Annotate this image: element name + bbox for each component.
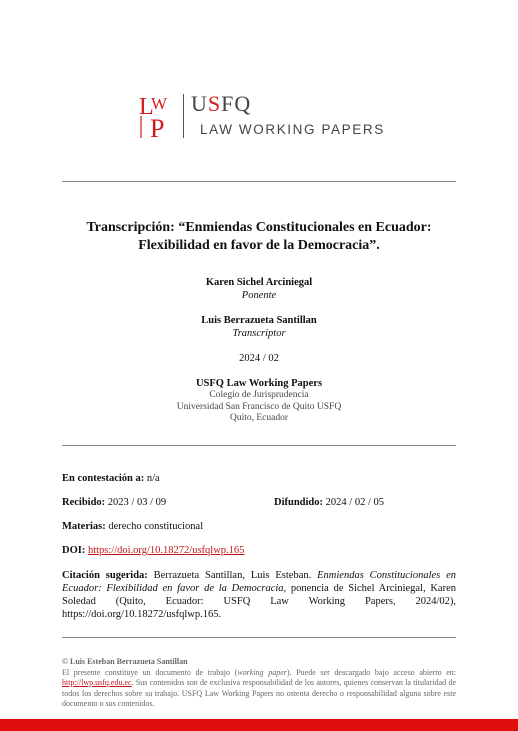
difundido-label: Difundido:	[274, 497, 324, 508]
svg-text:P: P	[150, 114, 165, 140]
contestacion-label: En contestación a:	[62, 473, 145, 484]
bottom-red-bar	[0, 719, 518, 731]
svg-text:L: L	[139, 94, 154, 120]
logo-divider	[183, 94, 184, 138]
footer-body: El presente constituye un documento de trabajo (working paper). Puede ser descargado bajo acceso abierto en: http://lwp.usfq.edu.ec. Sus contenidos son de exclusiva responsabilidad de los autores, quienes conservan la titularidad de todos los derechos sobre su trabajo. USFQ Law Working Papers no ostenta derecho o responsabilidad alguna sobre este documento o sus contenidos.	[62, 667, 457, 708]
svg-text:W: W	[151, 94, 168, 113]
recibido-value: 2023 / 03 / 09	[107, 497, 167, 508]
materias-row	[62, 520, 456, 533]
logo-subtitle: LAW WORKING PAPERS	[200, 122, 385, 137]
author-role: Transcriptor	[232, 328, 286, 339]
footer-notice	[62, 657, 456, 710]
paper-number-block	[62, 352, 456, 365]
bottom-rule	[62, 637, 456, 638]
contestacion-row	[62, 472, 456, 485]
doi-label: DOI:	[62, 545, 86, 556]
recibido-label: Recibido:	[62, 497, 106, 508]
document-title	[62, 219, 456, 255]
author-block-2	[62, 314, 456, 340]
paper-number: 2024 / 02	[239, 353, 279, 364]
lwp-monogram-icon	[139, 92, 175, 140]
citation-rest: , ponencia de Sichel Arciniegal, Karen Soledad (Quito, Ecuador: USFQ Law Working Papers, 2024/02), https://doi.org/10.18272/usfqlwp.165.	[62, 583, 456, 620]
doi-link[interactable]: https://doi.org/10.18272/usfqlwp.165	[87, 545, 245, 556]
author-name: Karen Sichel Arciniegal	[205, 277, 313, 288]
usfq-wordmark: USFQ	[191, 91, 252, 116]
publisher-line-2: Universidad San Francisco de Quito USFQ	[176, 401, 342, 412]
doi-row	[62, 544, 456, 557]
publisher-series: USFQ Law Working Papers	[195, 378, 323, 389]
materias-label: Materias:	[62, 521, 106, 532]
author-name: Luis Berrazueta Santillan	[201, 315, 317, 326]
title-line-2: Flexibilidad en favor de la Democracia”.	[138, 238, 380, 253]
author-block-1	[62, 276, 456, 302]
publisher-block	[62, 377, 456, 425]
suggested-citation	[62, 569, 456, 621]
citation-authors: Berrazueta Santillan, Luis Esteban.	[153, 570, 312, 581]
difundido-value: 2024 / 02 / 05	[325, 497, 384, 508]
copyright-line: © Luis Esteban Berrazueta Santillan	[62, 657, 188, 666]
middle-rule	[62, 445, 456, 446]
usfq-accent-letter: S	[207, 91, 222, 116]
lwp-site-link[interactable]: http://lwp.usfq.edu.ec	[62, 678, 132, 687]
citation-title: Enmiendas Constitucionales en Ecuador: Flexibilidad en favor de la Democracia	[62, 570, 457, 594]
citation-label: Citación sugerida:	[62, 570, 148, 581]
author-role: Ponente	[241, 290, 277, 301]
title-line-1: Transcripción: “Enmiendas Constitucionales en Ecuador:	[86, 220, 432, 235]
publisher-line-3: Quito, Ecuador	[229, 413, 289, 423]
top-rule	[62, 181, 456, 182]
publisher-line-1: Colegio de Jurisprudencia	[209, 390, 309, 400]
materias-value: derecho constitucional	[108, 521, 204, 532]
contestacion-value: n/a	[146, 473, 160, 484]
lwp-usfq-logo	[139, 92, 389, 140]
working-paper-term: working paper	[237, 667, 287, 677]
